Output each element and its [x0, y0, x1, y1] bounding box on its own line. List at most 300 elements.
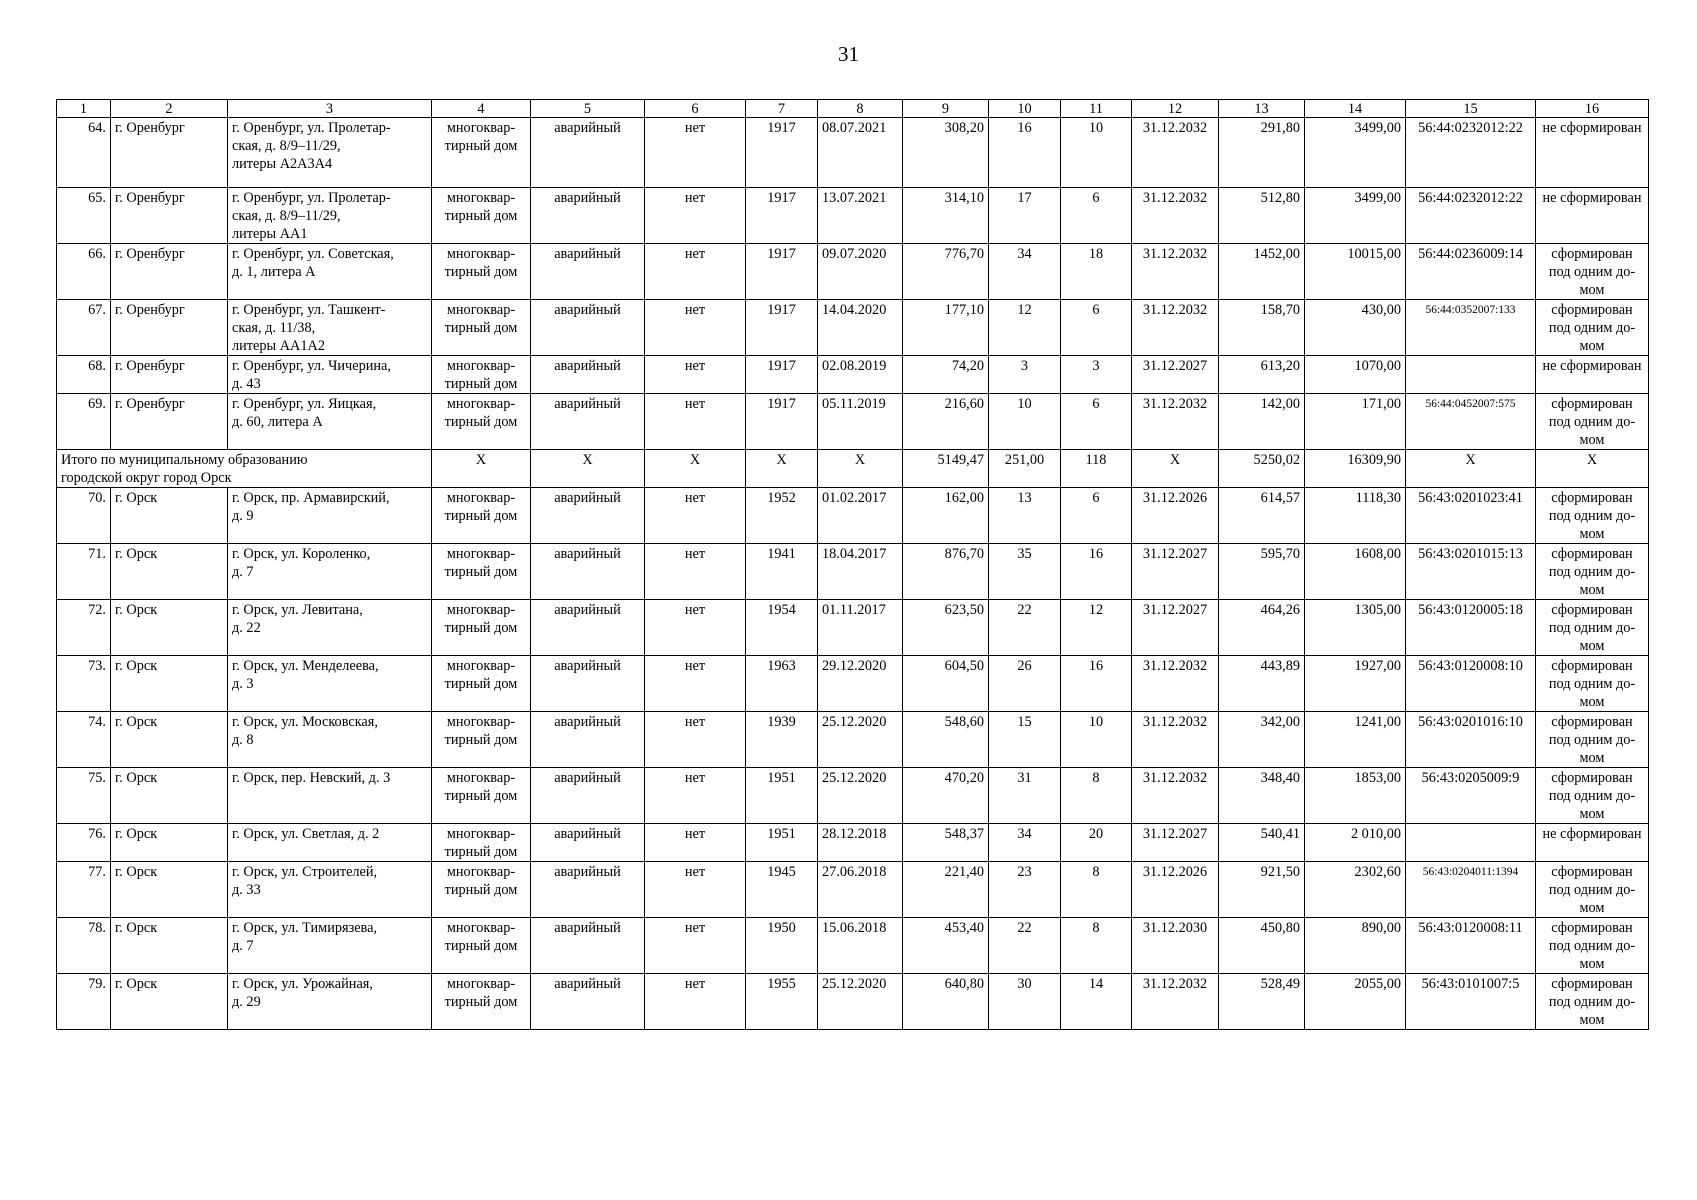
col14-cell: 10015,00 [1305, 244, 1406, 300]
land-status-cell-line: мом [1579, 582, 1605, 598]
col13-cell: 540,41 [1219, 824, 1305, 862]
land-status-cell-line: под одним до- [1548, 320, 1636, 336]
cadastre-cell: 56:43:0101007:5 [1406, 974, 1536, 1030]
land-status-cell [1536, 356, 1649, 394]
address-cell [228, 118, 432, 188]
land-status-cell-line: мом [1579, 750, 1605, 766]
area-cell: 470,20 [903, 768, 989, 824]
cadastre-cell [1406, 356, 1536, 394]
year-cell: 1917 [746, 188, 818, 244]
land-status-cell-line: под одним до- [1548, 882, 1636, 898]
row-number: 65. [57, 188, 111, 244]
date-cell: 15.06.2018 [818, 918, 903, 974]
building-type-cell [432, 300, 531, 356]
city-cell: г. Орск [111, 656, 228, 712]
cadastre-cell: 56:44:0232012:22 [1406, 118, 1536, 188]
year-cell: 1952 [746, 488, 818, 544]
address-cell-line: г. Орск, ул. Светлая, д. 2 [232, 826, 380, 842]
address-cell-line: г. Орск, ул. Московская, [232, 714, 378, 730]
year-cell: 1954 [746, 600, 818, 656]
address-cell [228, 300, 432, 356]
col14-cell: 1608,00 [1305, 544, 1406, 600]
units-cell: 14 [1061, 974, 1132, 1030]
address-cell-line: ская, д. 8/9–11/29, [232, 208, 341, 224]
building-type-cell-line: многоквар- [446, 602, 516, 618]
building-type-cell-line: многоквар- [446, 190, 516, 206]
land-status-cell-line: мом [1579, 526, 1605, 542]
city-cell: г. Орск [111, 768, 228, 824]
land-status-cell [1536, 600, 1649, 656]
address-cell [228, 188, 432, 244]
land-status-cell [1536, 824, 1649, 862]
city-cell: г. Орск [111, 488, 228, 544]
housing-register-table [56, 99, 1649, 1030]
units-cell: 8 [1061, 918, 1132, 974]
residents-cell: 30 [989, 974, 1061, 1030]
land-status-cell-line: мом [1579, 956, 1605, 972]
city-cell: г. Оренбург [111, 394, 228, 450]
row-number: 71. [57, 544, 111, 600]
date-cell: 05.11.2019 [818, 394, 903, 450]
land-status-cell [1536, 300, 1649, 356]
residents-cell: 34 [989, 824, 1061, 862]
table-row [57, 600, 1649, 656]
city-cell: г. Оренбург [111, 118, 228, 188]
address-cell [228, 656, 432, 712]
row-number: 72. [57, 600, 111, 656]
address-cell [228, 488, 432, 544]
units-cell: 20 [1061, 824, 1132, 862]
date-cell: 25.12.2020 [818, 768, 903, 824]
building-type-cell [432, 824, 531, 862]
building-type-cell-line: тирный дом [444, 676, 518, 692]
col13-cell: 528,49 [1219, 974, 1305, 1030]
cadastre-cell: 56:44:0452007:575 [1406, 394, 1536, 450]
building-type-cell [432, 394, 531, 450]
city-cell: г. Оренбург [111, 188, 228, 244]
date-cell: 02.08.2019 [818, 356, 903, 394]
residents-cell: 10 [989, 394, 1061, 450]
building-type-cell-line: многоквар- [446, 976, 516, 992]
col14-cell: 1305,00 [1305, 600, 1406, 656]
building-type-cell [432, 862, 531, 918]
address-cell [228, 712, 432, 768]
land-status-cell-line: под одним до- [1548, 994, 1636, 1010]
total-c8: X [818, 450, 903, 488]
city-cell: г. Орск [111, 918, 228, 974]
flag-cell: нет [645, 974, 746, 1030]
date-cell: 29.12.2020 [818, 656, 903, 712]
city-cell: г. Оренбург [111, 356, 228, 394]
building-type-cell-line: тирный дом [444, 564, 518, 580]
deadline-cell: 31.12.2027 [1132, 544, 1219, 600]
area-cell: 776,70 [903, 244, 989, 300]
area-cell: 308,20 [903, 118, 989, 188]
residents-cell: 15 [989, 712, 1061, 768]
land-status-cell-line: сформирован [1551, 396, 1633, 412]
address-cell [228, 244, 432, 300]
col14-cell: 2055,00 [1305, 974, 1406, 1030]
row-number: 77. [57, 862, 111, 918]
land-status-cell [1536, 188, 1649, 244]
units-cell: 16 [1061, 656, 1132, 712]
header-cell: 3 [228, 100, 432, 118]
cadastre-cell: 56:44:0232012:22 [1406, 188, 1536, 244]
total-c7: X [746, 450, 818, 488]
status-cell: аварийный [531, 600, 645, 656]
land-status-cell-line: под одним до- [1548, 620, 1636, 636]
col13-cell: 142,00 [1219, 394, 1305, 450]
header-cell: 11 [1061, 100, 1132, 118]
date-cell: 25.12.2020 [818, 712, 903, 768]
land-status-cell-line: мом [1579, 432, 1605, 448]
table-row [57, 394, 1649, 450]
address-cell [228, 768, 432, 824]
col14-cell: 1927,00 [1305, 656, 1406, 712]
address-cell-line: д. 29 [232, 994, 261, 1010]
col13-cell: 158,70 [1219, 300, 1305, 356]
building-type-cell [432, 712, 531, 768]
units-cell: 3 [1061, 356, 1132, 394]
flag-cell: нет [645, 768, 746, 824]
flag-cell: нет [645, 600, 746, 656]
flag-cell: нет [645, 394, 746, 450]
address-cell-line: г. Оренбург, ул. Яицкая, [232, 396, 377, 412]
year-cell: 1917 [746, 394, 818, 450]
col14-cell: 1118,30 [1305, 488, 1406, 544]
land-status-cell-line: мом [1579, 282, 1605, 298]
total-c11: 118 [1061, 450, 1132, 488]
address-cell-line: д. 22 [232, 620, 261, 636]
total-label-line: городской округ город Орск [61, 470, 232, 486]
cadastre-cell: 56:43:0120008:10 [1406, 656, 1536, 712]
date-cell: 08.07.2021 [818, 118, 903, 188]
deadline-cell: 31.12.2032 [1132, 768, 1219, 824]
page-number: 31 [838, 42, 859, 66]
land-status-cell-line: мом [1579, 338, 1605, 354]
header-cell: 14 [1305, 100, 1406, 118]
land-status-cell-line: сформирован [1551, 602, 1633, 618]
date-cell: 09.07.2020 [818, 244, 903, 300]
building-type-cell-line: многоквар- [446, 490, 516, 506]
building-type-cell-line: тирный дом [444, 320, 518, 336]
year-cell: 1945 [746, 862, 818, 918]
units-cell: 18 [1061, 244, 1132, 300]
address-cell-line: д. 1, литера А [232, 264, 316, 280]
date-cell: 01.11.2017 [818, 600, 903, 656]
land-status-cell-line: сформирован [1551, 714, 1633, 730]
land-status-cell-line: мом [1579, 900, 1605, 916]
area-cell: 74,20 [903, 356, 989, 394]
table-row [57, 656, 1649, 712]
address-cell-line: д. 7 [232, 564, 254, 580]
building-type-cell-line: многоквар- [446, 920, 516, 936]
col14-cell: 430,00 [1305, 300, 1406, 356]
land-status-cell-line: под одним до- [1548, 676, 1636, 692]
city-cell: г. Орск [111, 862, 228, 918]
row-number: 73. [57, 656, 111, 712]
row-number: 68. [57, 356, 111, 394]
area-cell: 623,50 [903, 600, 989, 656]
flag-cell: нет [645, 118, 746, 188]
units-cell: 10 [1061, 712, 1132, 768]
address-cell-line: д. 60, литера А [232, 414, 323, 430]
address-cell-line: г. Орск, ул. Левитана, [232, 602, 363, 618]
status-cell: аварийный [531, 862, 645, 918]
status-cell: аварийный [531, 824, 645, 862]
flag-cell: нет [645, 488, 746, 544]
total-c5: X [531, 450, 645, 488]
building-type-cell-line: тирный дом [444, 788, 518, 804]
total-c6: X [645, 450, 746, 488]
units-cell: 8 [1061, 862, 1132, 918]
status-cell: аварийный [531, 768, 645, 824]
date-cell: 28.12.2018 [818, 824, 903, 862]
deadline-cell: 31.12.2032 [1132, 394, 1219, 450]
address-cell-line: г. Оренбург, ул. Пролетар- [232, 120, 391, 136]
address-cell-line: д. 33 [232, 882, 261, 898]
building-type-cell-line: тирный дом [444, 138, 518, 154]
land-status-cell [1536, 394, 1649, 450]
land-status-cell-line: сформирован [1551, 546, 1633, 562]
building-type-cell-line: тирный дом [444, 508, 518, 524]
units-cell: 12 [1061, 600, 1132, 656]
year-cell: 1955 [746, 974, 818, 1030]
year-cell: 1939 [746, 712, 818, 768]
cadastre-cell [1406, 824, 1536, 862]
header-cell: 10 [989, 100, 1061, 118]
table-row [57, 244, 1649, 300]
address-cell-line: г. Орск, пер. Невский, д. 3 [232, 770, 391, 786]
building-type-cell-line: тирный дом [444, 732, 518, 748]
building-type-cell-line: тирный дом [444, 208, 518, 224]
address-cell-line: г. Оренбург, ул. Советская, [232, 246, 394, 262]
land-status-cell-line: под одним до- [1548, 788, 1636, 804]
building-type-cell-line: многоквар- [446, 358, 516, 374]
area-cell: 604,50 [903, 656, 989, 712]
land-status-cell [1536, 974, 1649, 1030]
flag-cell: нет [645, 656, 746, 712]
status-cell: аварийный [531, 488, 645, 544]
land-status-cell-line: сформирован [1551, 302, 1633, 318]
cadastre-cell: 56:44:0352007:133 [1406, 300, 1536, 356]
address-cell-line: литеры АА1А2 [232, 338, 325, 354]
col14-cell: 2 010,00 [1305, 824, 1406, 862]
building-type-cell [432, 188, 531, 244]
land-status-cell [1536, 918, 1649, 974]
col14-cell: 1070,00 [1305, 356, 1406, 394]
building-type-cell [432, 600, 531, 656]
deadline-cell: 31.12.2032 [1132, 188, 1219, 244]
residents-cell: 26 [989, 656, 1061, 712]
row-number: 76. [57, 824, 111, 862]
building-type-cell-line: многоквар- [446, 714, 516, 730]
total-c16: X [1536, 450, 1649, 488]
city-cell: г. Орск [111, 544, 228, 600]
col13-cell: 450,80 [1219, 918, 1305, 974]
header-cell: 8 [818, 100, 903, 118]
city-cell: г. Оренбург [111, 300, 228, 356]
land-status-cell-line: под одним до- [1548, 508, 1636, 524]
cadastre-cell: 56:43:0120008:11 [1406, 918, 1536, 974]
land-status-cell-line: мом [1579, 806, 1605, 822]
flag-cell: нет [645, 544, 746, 600]
building-type-cell [432, 974, 531, 1030]
header-cell: 4 [432, 100, 531, 118]
residents-cell: 22 [989, 600, 1061, 656]
address-cell-line: д. 8 [232, 732, 254, 748]
address-cell [228, 394, 432, 450]
cadastre-cell: 56:43:0201016:10 [1406, 712, 1536, 768]
table-row [57, 300, 1649, 356]
col13-cell: 342,00 [1219, 712, 1305, 768]
status-cell: аварийный [531, 356, 645, 394]
cadastre-cell: 56:44:0236009:14 [1406, 244, 1536, 300]
land-status-cell-line: не сформирован [1542, 190, 1642, 206]
header-cell: 2 [111, 100, 228, 118]
status-cell: аварийный [531, 974, 645, 1030]
land-status-cell [1536, 244, 1649, 300]
city-cell: г. Оренбург [111, 244, 228, 300]
area-cell: 216,60 [903, 394, 989, 450]
deadline-cell: 31.12.2026 [1132, 488, 1219, 544]
col13-cell: 614,57 [1219, 488, 1305, 544]
row-number: 70. [57, 488, 111, 544]
col14-cell: 890,00 [1305, 918, 1406, 974]
land-status-cell-line: под одним до- [1548, 264, 1636, 280]
deadline-cell: 31.12.2027 [1132, 600, 1219, 656]
row-number: 69. [57, 394, 111, 450]
table-row [57, 918, 1649, 974]
address-cell-line: г. Оренбург, ул. Ташкент- [232, 302, 386, 318]
units-cell: 16 [1061, 544, 1132, 600]
city-cell: г. Орск [111, 824, 228, 862]
status-cell: аварийный [531, 712, 645, 768]
year-cell: 1917 [746, 244, 818, 300]
address-cell-line: г. Орск, пр. Армавирский, [232, 490, 390, 506]
address-cell-line: г. Орск, ул. Урожайная, [232, 976, 373, 992]
table-row [57, 862, 1649, 918]
address-cell [228, 918, 432, 974]
address-cell-line: литеры АА1 [232, 226, 308, 242]
table-body [57, 100, 1649, 1030]
deadline-cell: 31.12.2032 [1132, 656, 1219, 712]
total-label-line: Итого по муниципальному образованию [61, 452, 308, 468]
col14-cell: 3499,00 [1305, 188, 1406, 244]
col14-cell: 3499,00 [1305, 118, 1406, 188]
date-cell: 13.07.2021 [818, 188, 903, 244]
building-type-cell-line: многоквар- [446, 770, 516, 786]
land-status-cell [1536, 768, 1649, 824]
deadline-cell: 31.12.2032 [1132, 118, 1219, 188]
total-c12: X [1132, 450, 1219, 488]
area-cell: 221,40 [903, 862, 989, 918]
address-cell-line: г. Оренбург, ул. Пролетар- [232, 190, 391, 206]
address-cell [228, 974, 432, 1030]
land-status-cell [1536, 118, 1649, 188]
building-type-cell-line: тирный дом [444, 376, 518, 392]
residents-cell: 3 [989, 356, 1061, 394]
col14-cell: 171,00 [1305, 394, 1406, 450]
land-status-cell [1536, 656, 1649, 712]
table-row [57, 824, 1649, 862]
total-c13: 5250,02 [1219, 450, 1305, 488]
land-status-cell-line: не сформирован [1542, 120, 1642, 136]
land-status-cell-line: под одним до- [1548, 414, 1636, 430]
status-cell: аварийный [531, 188, 645, 244]
building-type-cell-line: многоквар- [446, 826, 516, 842]
residents-cell: 16 [989, 118, 1061, 188]
address-cell-line: г. Орск, ул. Короленко, [232, 546, 371, 562]
table-row [57, 118, 1649, 188]
land-status-cell-line: под одним до- [1548, 732, 1636, 748]
date-cell: 27.06.2018 [818, 862, 903, 918]
area-cell: 548,60 [903, 712, 989, 768]
status-cell: аварийный [531, 300, 645, 356]
building-type-cell-line: многоквар- [446, 546, 516, 562]
address-cell-line: д. 3 [232, 676, 254, 692]
cadastre-cell: 56:43:0204011:1394 [1406, 862, 1536, 918]
total-area: 5149,47 [903, 450, 989, 488]
deadline-cell: 31.12.2027 [1132, 824, 1219, 862]
land-status-cell [1536, 862, 1649, 918]
building-type-cell-line: тирный дом [444, 264, 518, 280]
flag-cell: нет [645, 300, 746, 356]
building-type-cell-line: тирный дом [444, 620, 518, 636]
col14-cell: 2302,60 [1305, 862, 1406, 918]
header-row [57, 100, 1649, 118]
building-type-cell-line: многоквар- [446, 120, 516, 136]
flag-cell: нет [645, 862, 746, 918]
area-cell: 548,37 [903, 824, 989, 862]
year-cell: 1917 [746, 356, 818, 394]
table-row [57, 768, 1649, 824]
date-cell: 14.04.2020 [818, 300, 903, 356]
building-type-cell-line: тирный дом [444, 994, 518, 1010]
land-status-cell [1536, 544, 1649, 600]
table-row [57, 974, 1649, 1030]
col13-cell: 1452,00 [1219, 244, 1305, 300]
building-type-cell-line: многоквар- [446, 396, 516, 412]
deadline-cell: 31.12.2030 [1132, 918, 1219, 974]
area-cell: 177,10 [903, 300, 989, 356]
deadline-cell: 31.12.2032 [1132, 974, 1219, 1030]
row-number: 79. [57, 974, 111, 1030]
cadastre-cell: 56:43:0201023:41 [1406, 488, 1536, 544]
status-cell: аварийный [531, 244, 645, 300]
flag-cell: нет [645, 918, 746, 974]
header-cell: 13 [1219, 100, 1305, 118]
status-cell: аварийный [531, 118, 645, 188]
residents-cell: 22 [989, 918, 1061, 974]
area-cell: 162,00 [903, 488, 989, 544]
col13-cell: 291,80 [1219, 118, 1305, 188]
total-c14: 16309,90 [1305, 450, 1406, 488]
header-cell: 16 [1536, 100, 1649, 118]
status-cell: аварийный [531, 918, 645, 974]
table-row [57, 544, 1649, 600]
land-status-cell-line: сформирован [1551, 864, 1633, 880]
building-type-cell-line: тирный дом [444, 882, 518, 898]
row-number: 66. [57, 244, 111, 300]
deadline-cell: 31.12.2027 [1132, 356, 1219, 394]
year-cell: 1917 [746, 118, 818, 188]
col13-cell: 348,40 [1219, 768, 1305, 824]
building-type-cell [432, 768, 531, 824]
address-cell [228, 600, 432, 656]
land-status-cell-line: сформирован [1551, 770, 1633, 786]
total-row [57, 450, 1649, 488]
